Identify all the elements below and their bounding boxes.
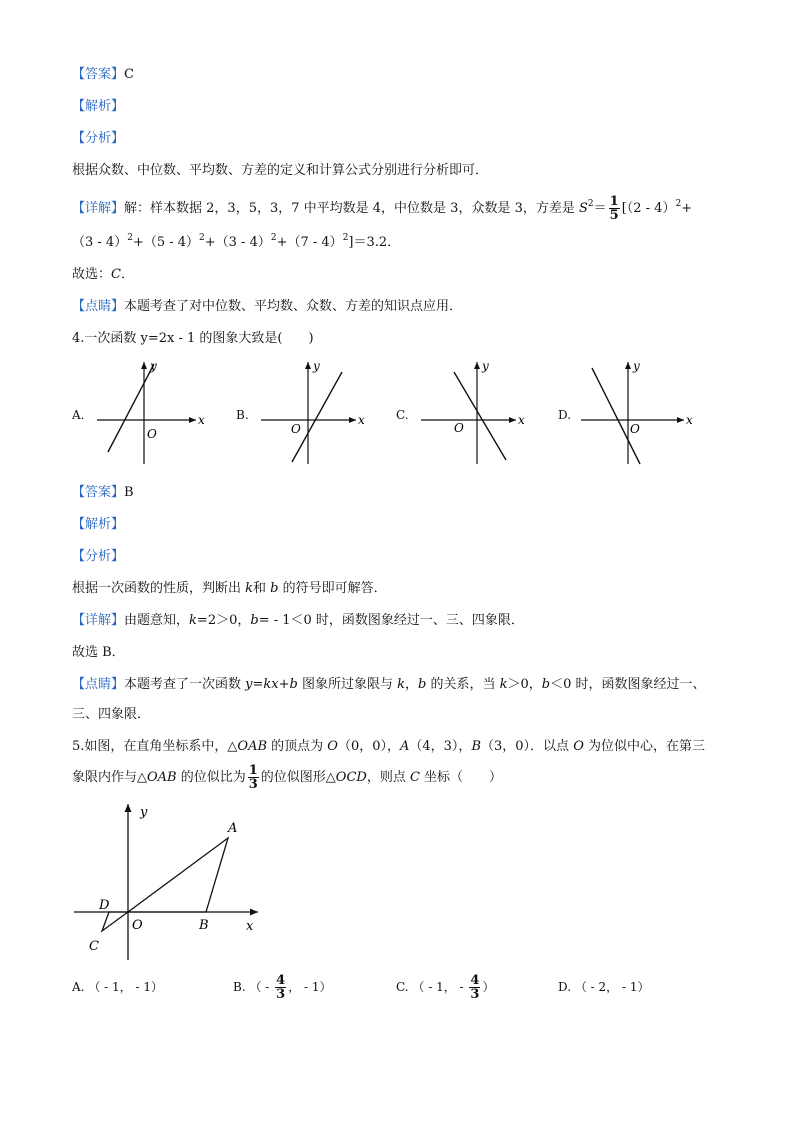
point-b: B [471, 739, 481, 754]
q3-comment [72, 298, 462, 316]
point-o: O [573, 739, 584, 754]
x-label: x [518, 413, 525, 427]
text: 和 [253, 581, 271, 596]
frac-num: 4 [276, 973, 286, 988]
answer-value: B [124, 485, 134, 500]
text: ，则点 [366, 770, 410, 785]
q4-detail [72, 612, 524, 630]
text: 图象所过象限与 [297, 677, 398, 692]
choice-text: （ - [249, 980, 274, 994]
x-arrow [250, 909, 258, 916]
choice-text: ， - 1） [288, 980, 332, 994]
text: ＞0， [507, 677, 542, 692]
text: ， [404, 677, 418, 692]
var-b: b [418, 677, 427, 692]
term: （3 - 4） [72, 235, 128, 250]
label-b: B [199, 918, 209, 933]
plus-sign: + [681, 201, 693, 216]
q5-choice-d[interactable] [558, 979, 649, 995]
text: 象限内作与△ [72, 770, 147, 785]
triangle-oab: OAB [237, 739, 268, 754]
text: （0，0）， [337, 739, 400, 754]
q4-comment [72, 676, 706, 694]
q5-figure [70, 798, 270, 966]
q5-stem-line1 [72, 738, 705, 756]
q4-option-a-graph [92, 358, 204, 468]
y-label: y [482, 359, 489, 373]
comment-tag: 【点睛】 [72, 299, 125, 314]
choice-label: A. [72, 980, 85, 994]
q5-choice-c[interactable] [396, 968, 494, 1006]
answer-tag: 【答案】 [72, 485, 125, 500]
choose-prefix: 故选： [72, 267, 112, 282]
text: 坐标（ ） [419, 770, 503, 785]
detail-tag: 【详解】 [72, 613, 125, 628]
text: 的位似比为 [176, 770, 246, 785]
q4-fenxi-text [72, 580, 387, 598]
x-label: x [198, 413, 205, 427]
frac-num: 4 [470, 973, 480, 988]
text: （4，3）， [409, 739, 472, 754]
choice-text: （ - 1， - [412, 980, 468, 994]
comment-text: 本题考查了对中位数、平均数、众数、方差的知识点应用． [124, 299, 463, 314]
q5-choice-b[interactable] [233, 968, 332, 1006]
q3-detail-line1 [72, 194, 692, 225]
q3-fenxi-text: 根据众数、中位数、平均数、方差的定义和计算公式分别进行分析即可． [72, 163, 489, 178]
square-sup: 2 [199, 233, 205, 243]
choose-value: C [111, 267, 121, 282]
q4-option-c-label: C. [396, 408, 409, 422]
text: ＜0 时，函数图象经过一、 [550, 677, 706, 692]
q4-choose: 故选 B． [72, 645, 125, 660]
y-label: y [140, 805, 148, 820]
text: 5.如图，在直角坐标系中，△ [72, 739, 238, 754]
answer-tag: 【答案】 [72, 67, 125, 82]
y-arrow [625, 362, 631, 369]
frac-den: 3 [276, 987, 286, 1002]
q4-option-d-graph [576, 358, 700, 468]
square-sup: 2 [270, 233, 277, 243]
triangle-oab [128, 838, 228, 912]
q4-option-a-label: A. [72, 408, 85, 422]
origin-label: O [454, 421, 464, 435]
y-arrow [141, 362, 147, 369]
function-line [592, 368, 640, 464]
x-arrow [509, 417, 516, 423]
frac-den: 3 [248, 777, 258, 792]
y-arrow [305, 362, 311, 369]
text: 的符号即可解答． [278, 581, 387, 596]
fraction-one-third [248, 764, 259, 791]
q4-analysis-tag: 【解析】 [72, 517, 125, 532]
text: =2＞0， [196, 613, 251, 628]
text: 根据一次函数的性质，判断出 [72, 581, 246, 596]
label-o: O [132, 918, 143, 933]
text: 的位似图形△ [260, 770, 336, 785]
function-line [292, 372, 342, 462]
q5-stem-line2 [72, 762, 502, 794]
detail-text: 解：样本数据 2，3，5，3，7 中平均数是 4，中位数是 3，众数是 3，方差是 [124, 201, 579, 216]
choose-end: ． [120, 267, 134, 282]
comment-tag: 【点睛】 [72, 677, 125, 692]
choice-label: D. [558, 980, 572, 994]
y-label: y [150, 359, 157, 373]
x-label: x [358, 413, 365, 427]
q4-option-c-graph [416, 358, 528, 468]
var-k: k [499, 677, 508, 692]
triangle-ocd: OCD [335, 770, 367, 785]
var-b: b [250, 613, 259, 628]
label-d: D [99, 898, 110, 913]
square-sup: 2 [342, 233, 349, 243]
choice-text: （ - 1， - 1） [88, 980, 163, 994]
label-c: C [89, 939, 99, 954]
term: ]＝3.2． [348, 235, 401, 250]
var-k: k [189, 613, 197, 628]
frac-num: 1 [609, 194, 619, 209]
term: +（7 - 4） [276, 235, 343, 250]
y-arrow [474, 362, 480, 369]
choice-label: B. [233, 980, 246, 994]
q3-detail-line2 [72, 234, 400, 253]
origin-label: O [291, 422, 301, 436]
q4-option-d-label: D. [558, 408, 572, 422]
formula: y=kx+b [245, 677, 298, 692]
y-label: y [313, 359, 320, 373]
q4-option-b-label: B. [236, 408, 249, 422]
fraction-four-thirds [275, 974, 286, 1001]
variance-sup: 2 [587, 199, 594, 209]
q5-choice-a[interactable] [72, 979, 163, 995]
point-a: A [400, 739, 410, 754]
q4-comment-line2: 三、四象限． [72, 707, 151, 722]
y-arrow [125, 804, 132, 812]
q4-stem: 4.一次函数 y=2x - 1 的图象大致是( ) [72, 331, 314, 346]
fraction-one-fifth [609, 195, 620, 222]
q3-analysis-tag: 【解析】 [72, 99, 125, 114]
equals-sign: ＝ [593, 201, 607, 216]
y-label: y [633, 359, 640, 373]
answer-value: C [124, 67, 134, 82]
x-arrow [349, 417, 356, 423]
choice-text: （ - 2， - 1） [574, 980, 650, 994]
q3-fenxi-tag: 【分析】 [72, 131, 125, 146]
frac-den: 3 [470, 987, 480, 1002]
triangle-ocd [102, 912, 128, 931]
q3-answer [72, 66, 134, 84]
square-sup: 2 [127, 233, 133, 243]
var-k: k [245, 581, 254, 596]
origin-label: O [630, 422, 640, 436]
fraction-four-thirds [469, 974, 480, 1001]
point-o: O [327, 739, 338, 754]
term: +（5 - 4） [132, 235, 200, 250]
text: = - 1＜0 时，函数图象经过一、三、四象限． [258, 613, 524, 628]
text: 本题考查了一次函数 [124, 677, 246, 692]
x-label: x [686, 413, 693, 427]
square-sup: 2 [675, 199, 682, 209]
q4-answer [72, 484, 134, 502]
detail-tag: 【详解】 [72, 201, 125, 216]
var-k: k [397, 677, 405, 692]
choice-label: C. [396, 980, 409, 994]
text: 为位似中心，在第三 [583, 739, 705, 754]
q3-choose [72, 266, 134, 284]
choice-text: ） [482, 980, 495, 994]
detail-bracket: [（2 - 4） [621, 201, 676, 216]
text: （3，0）．以点 [481, 739, 574, 754]
var-b: b [541, 677, 551, 692]
variance-symbol: S [578, 201, 588, 216]
triangle-oab: OAB [147, 770, 177, 785]
q4-option-b-graph [256, 358, 368, 468]
term: +（3 - 4） [204, 235, 271, 250]
origin-label: O [147, 427, 157, 441]
var-b: b [270, 581, 279, 596]
x-label: x [246, 919, 254, 934]
label-a: A [228, 821, 238, 836]
text: 的关系，当 [426, 677, 500, 692]
text: 由题意知， [124, 613, 190, 628]
function-line [454, 372, 506, 460]
x-arrow [677, 417, 684, 423]
text: 的顶点为 [267, 739, 328, 754]
point-c: C [409, 770, 420, 785]
frac-den: 5 [609, 208, 619, 223]
q4-fenxi-tag: 【分析】 [72, 549, 125, 564]
frac-num: 1 [248, 763, 258, 778]
x-arrow [189, 417, 196, 423]
